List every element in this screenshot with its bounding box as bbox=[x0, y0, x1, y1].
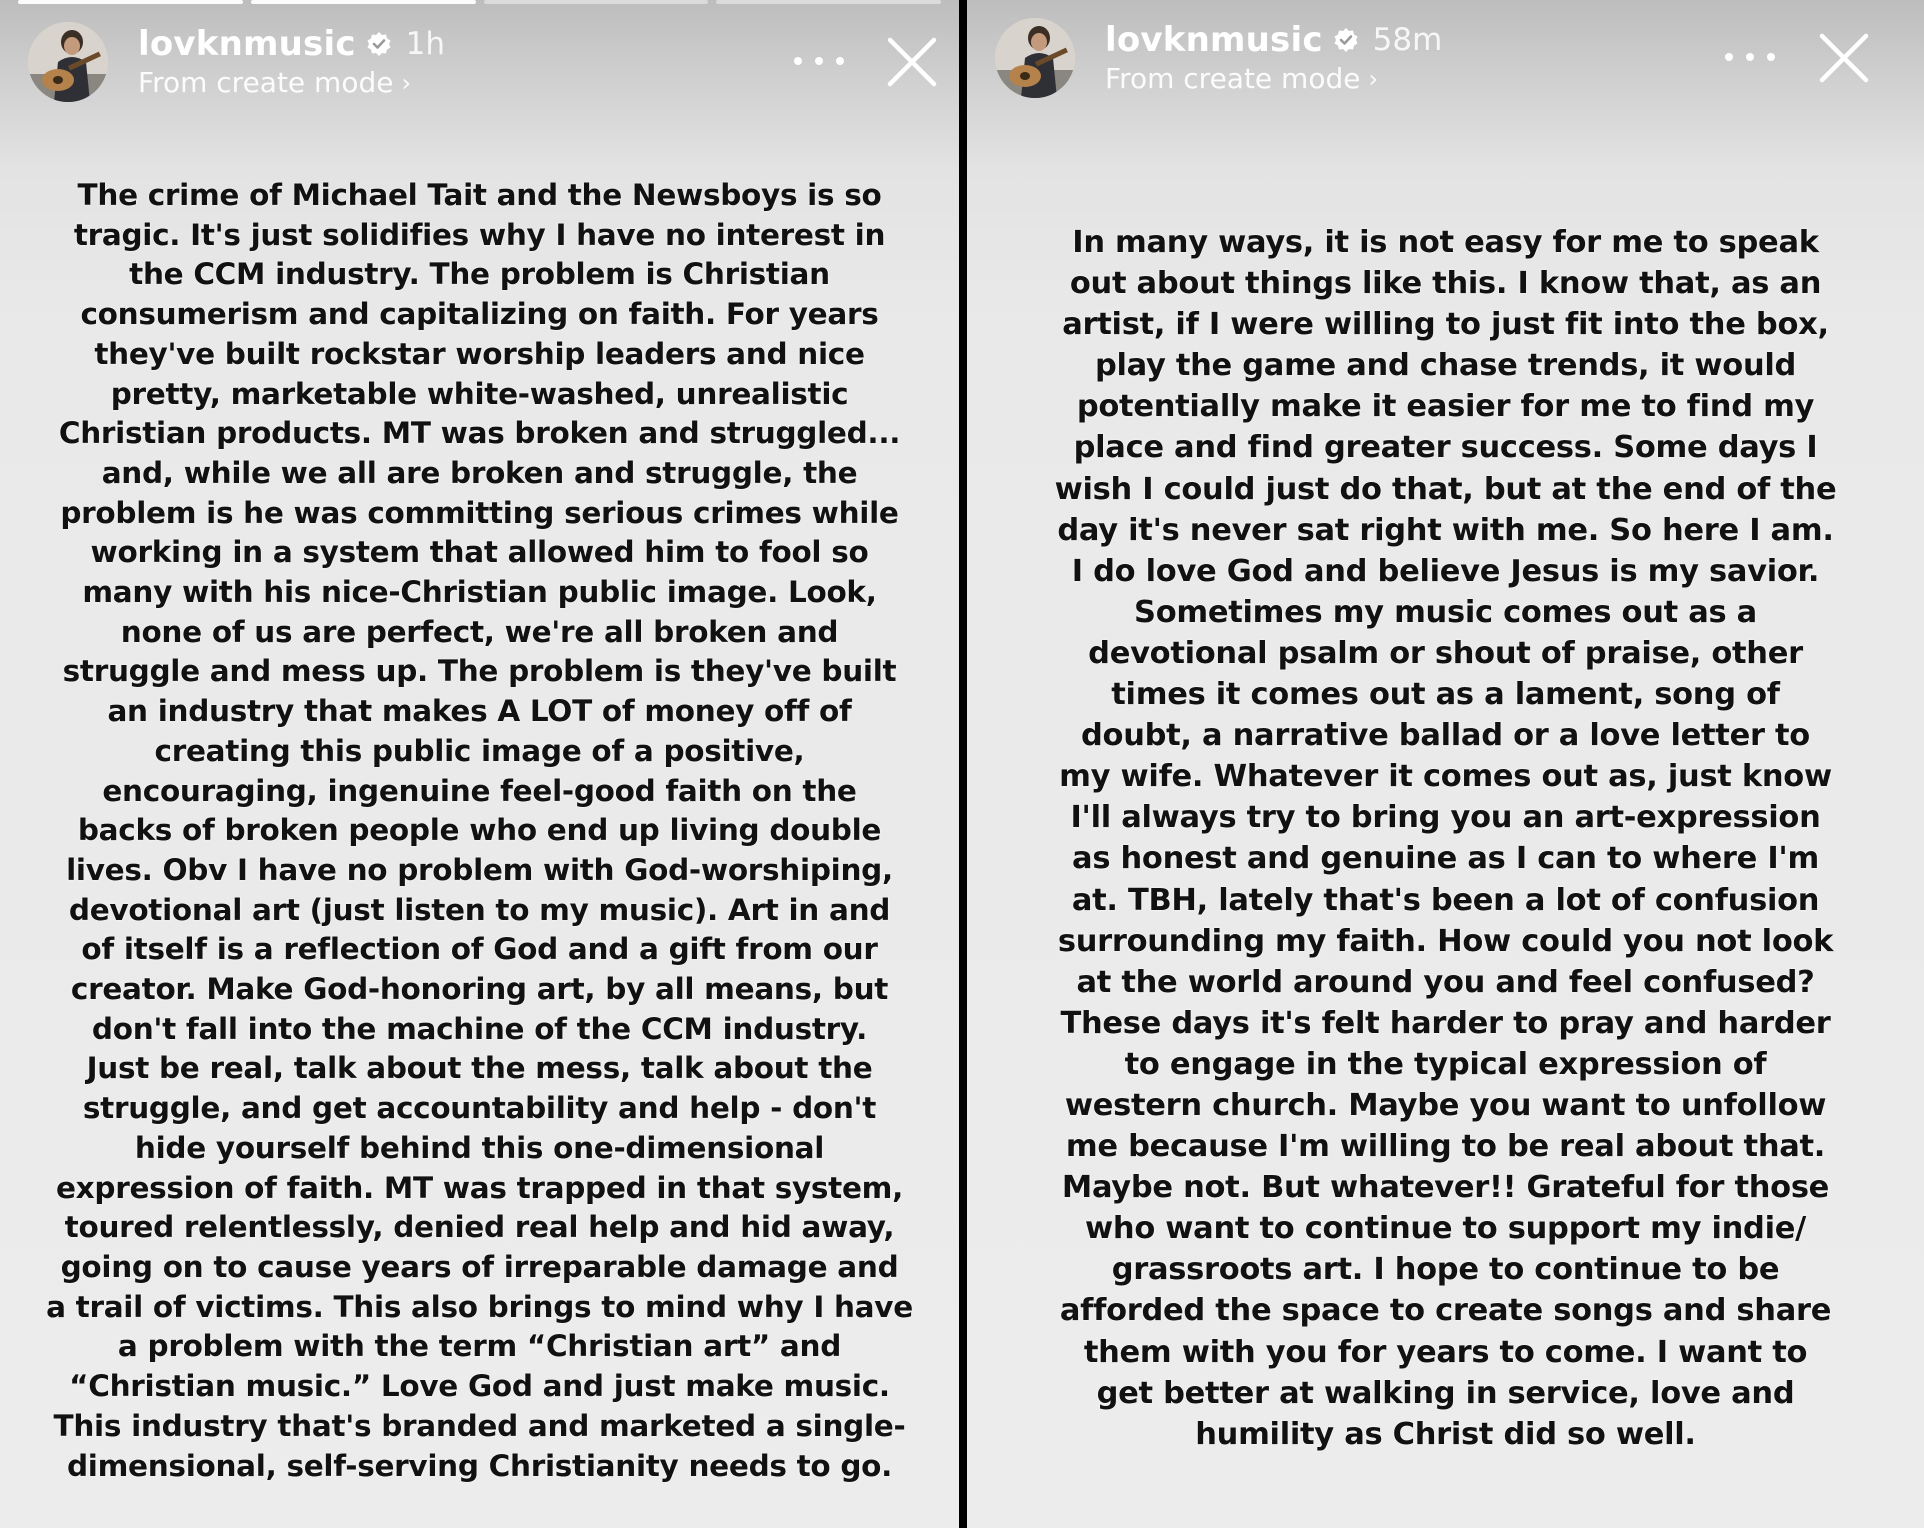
avatar[interactable] bbox=[995, 18, 1075, 98]
post-time: 1h bbox=[405, 26, 446, 62]
post-time: 58m bbox=[1372, 22, 1443, 58]
progress-segment bbox=[18, 0, 243, 4]
close-icon[interactable] bbox=[1816, 30, 1872, 86]
user-info bbox=[1105, 20, 1442, 95]
story-panel-left[interactable] bbox=[0, 0, 959, 1528]
story-header bbox=[28, 22, 939, 102]
create-mode-link[interactable] bbox=[138, 66, 445, 99]
chevron-right-icon: › bbox=[401, 68, 412, 97]
username[interactable]: lovknmusic bbox=[138, 24, 356, 64]
story-progress-bar bbox=[18, 0, 941, 4]
story-text: The crime of Michael Tait and the Newsboys is so tragic. It's just solidifies why I have no interest in the CCM industry. The problem is Christian consumerism and capitalizing on faith. For years they've built rockstar worship leaders and nice pretty, marketable white-washed, unrealistic Christian products. MT was broken and struggled... and, while we all are broken and struggle, the problem is he was committing serious crimes while working in a system that allowed him to fool so many with his nice-Christian public image. Look, none of us are perfect, we're all broken and struggle and mess up. The problem is they've built an industry that makes A LOT of money off of creating this public image of a positive, encouraging, ingenuine feel-good faith on the backs of broken people who end up living double lives. Obv I have no problem with God-worshiping, devotional art (just listen to my music). Art in and of itself is a reflection of God and a gift from our creator. Make God-honoring art, by all means, but don't fall into the machine of the CCM industry. Just be real, talk about the mess, talk about the struggle, and get accountability and help - don't hide yourself behind this one-dimensional expression of faith. MT was trapped in that system, toured relentlessly, denied real help and hid away, going on to cause years of irreparable damage and a trail of victims. This also brings to mind why I have a problem with the term “Christian art” and “Christian music.” Love God and just make music. This industry that's branded and marketed a single- dimensional, self-serving Christianity needs to go. bbox=[46, 178, 913, 1483]
avatar[interactable] bbox=[28, 22, 108, 102]
verified-badge-icon bbox=[366, 31, 392, 57]
create-mode-link[interactable] bbox=[1105, 62, 1442, 95]
progress-segment bbox=[251, 0, 476, 4]
progress-segment bbox=[484, 0, 709, 4]
story-panel-right[interactable] bbox=[967, 0, 1924, 1528]
create-mode-label: From create mode bbox=[138, 66, 394, 99]
chevron-right-icon: › bbox=[1368, 64, 1379, 93]
more-options-icon[interactable] bbox=[1725, 42, 1775, 72]
more-options-icon[interactable] bbox=[794, 46, 844, 76]
username[interactable]: lovknmusic bbox=[1105, 20, 1323, 60]
story-text: In many ways, it is not easy for me to speak out about things like this. I know that, as an artist, if I were willing to just fit into the box, play the game and chase trends, it would potentially make it easier for me to find my place and find greater success. Some days I wish I could just do that, but at the end of the day it's never sat right with me. So here I am. I do love God and believe Jesus is my savior. Sometimes my music comes out as a devotional psalm or shout of praise, other times it comes out as a lament, song of doubt, a narrative ballad or a love letter to my wife. Whatever it comes out as, just know I'll always try to bring you an art-expression as honest and genuine as I can to where I'm at. TBH, lately that's been a lot of confusion surrounding my faith. How could you not look at the world around you and feel confused? These days it's felt harder to pray and harder to engage in the typical expression of western church. Maybe you want to unfollow me because I'm willing to be real about that. Maybe not. But whatever!! Grateful for those who want to continue to support my indie/ grassroots art. I hope to continue to be afforded the space to create songs and share them with you for years to come. I want to get better at walking in service, love and humility as Christ did so well. bbox=[1054, 225, 1837, 1452]
close-icon[interactable] bbox=[884, 34, 940, 90]
create-mode-label: From create mode bbox=[1105, 62, 1361, 95]
verified-badge-icon bbox=[1333, 27, 1359, 53]
user-info bbox=[138, 24, 445, 99]
progress-segment bbox=[716, 0, 941, 4]
story-header bbox=[995, 18, 1904, 98]
